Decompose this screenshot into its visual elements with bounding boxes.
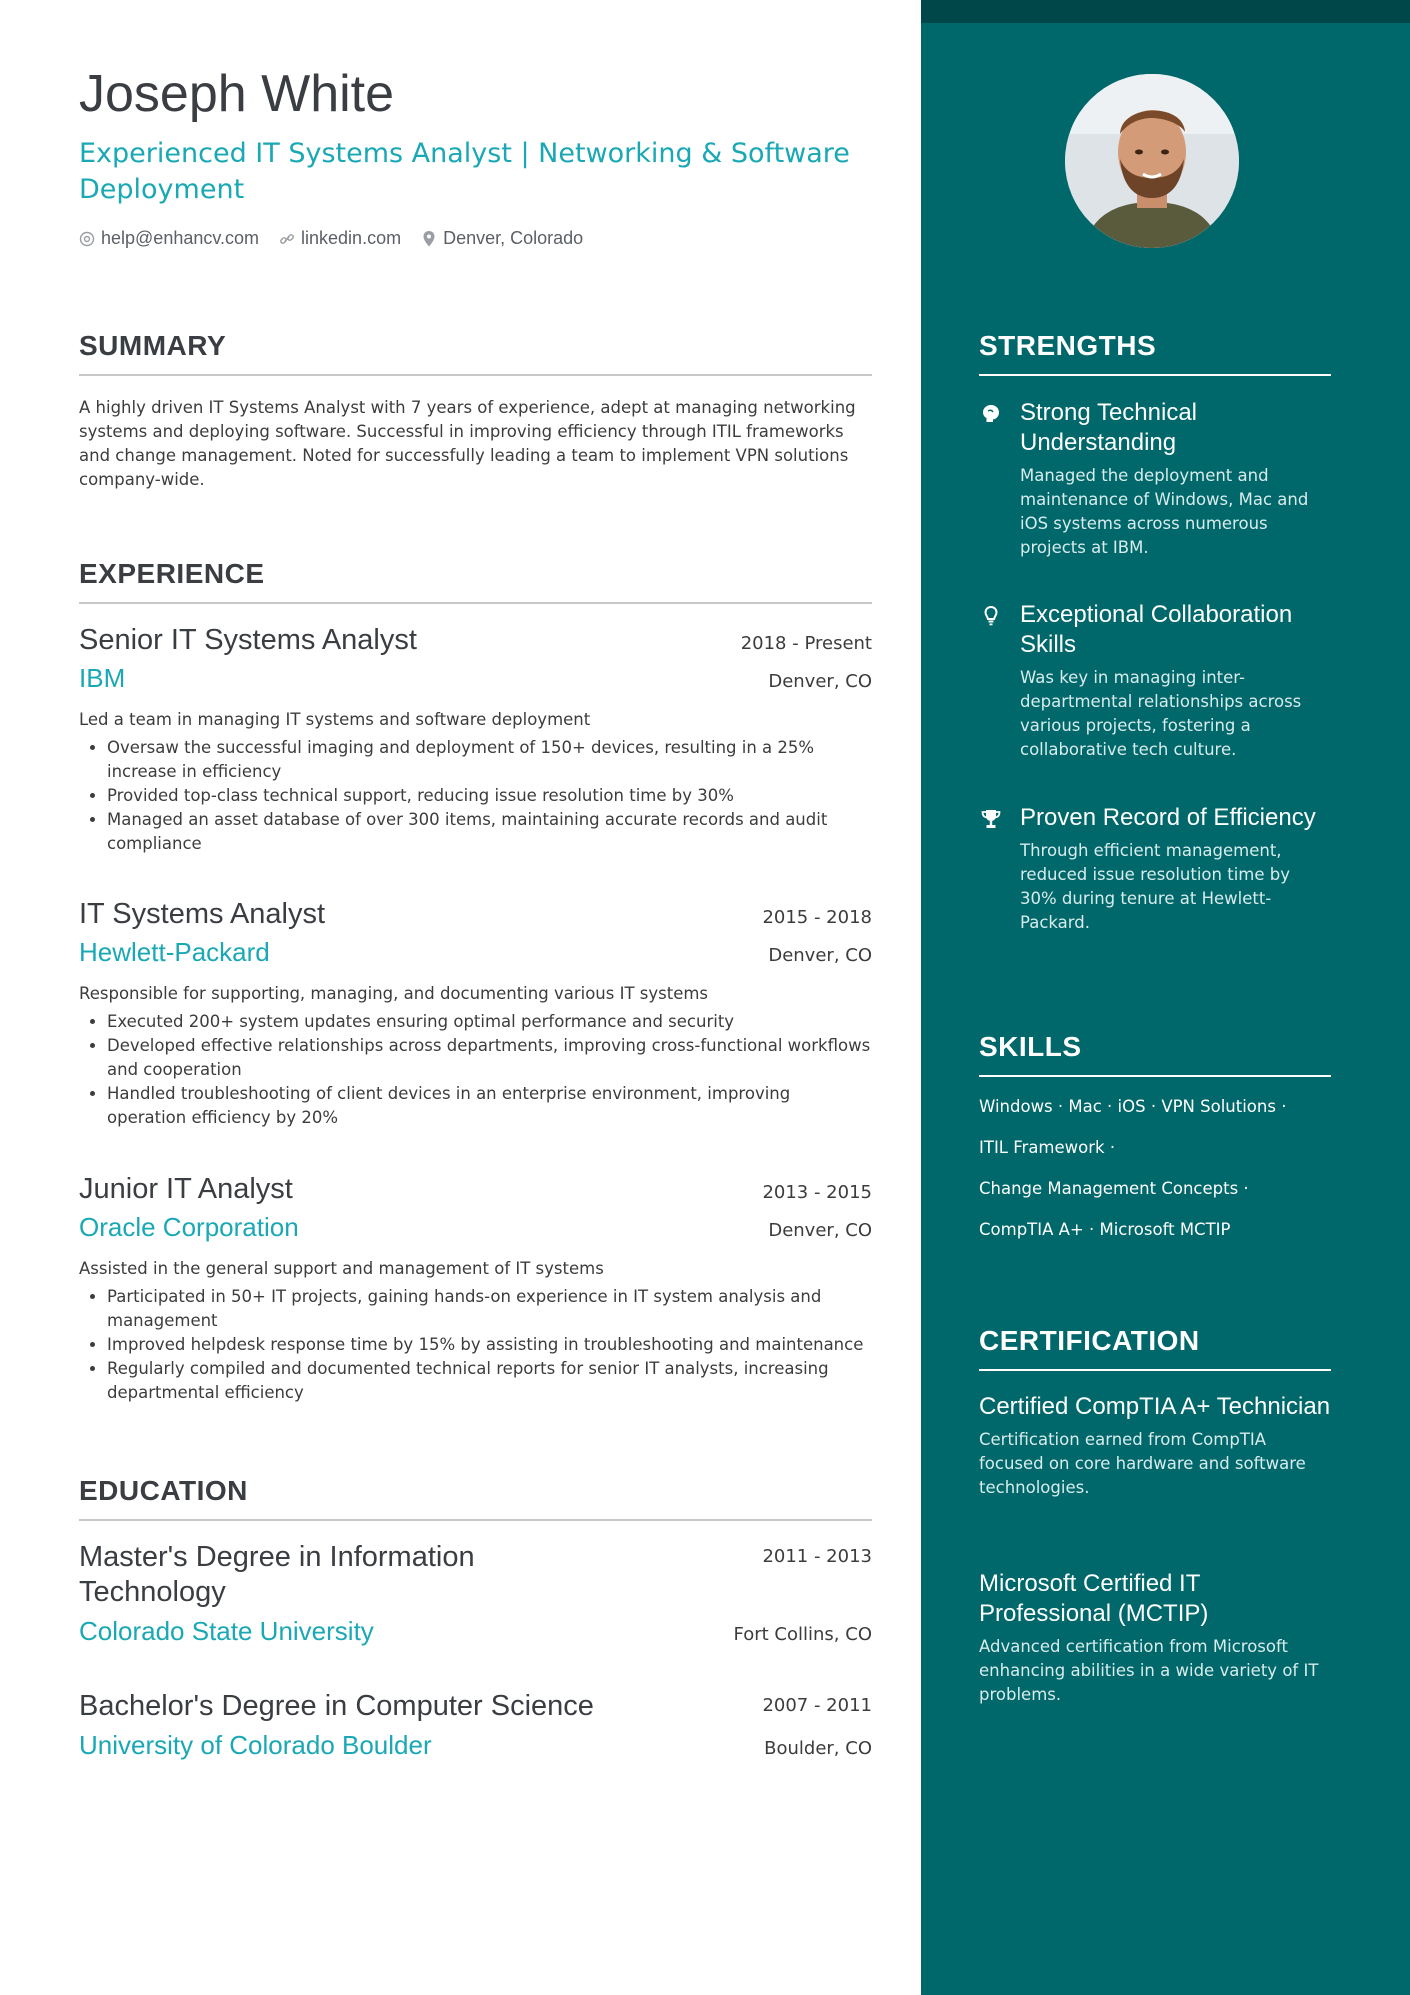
strengths-heading: STRENGTHS bbox=[979, 330, 1331, 376]
certification-section bbox=[979, 1325, 1331, 1371]
job-location: Denver, CO bbox=[768, 1220, 872, 1241]
skills-heading: SKILLS bbox=[979, 1031, 1331, 1077]
email-text: help@enhancv.com bbox=[101, 228, 260, 248]
education-entry bbox=[79, 1540, 872, 1647]
job-description: Assisted in the general support and management of IT systems bbox=[79, 1259, 604, 1278]
job-dates: 2015 - 2018 bbox=[762, 907, 872, 928]
list-item: • Handled troubleshooting of client devices in an enterprise environment, improving operation efficiency by 20% bbox=[107, 1082, 872, 1130]
linkedin-text: linkedin.com bbox=[301, 228, 402, 248]
job-dates: 2013 - 2015 bbox=[762, 1182, 872, 1203]
sidebar-top-band bbox=[921, 0, 1410, 23]
contact-location bbox=[421, 228, 583, 249]
strength-title: Strong Technical Understanding bbox=[1020, 399, 1197, 456]
lightbulb-icon bbox=[979, 604, 1003, 628]
strength-description: Managed the deployment and maintenance of Windows, Mac and iOS systems across numerous projects at IBM. bbox=[1020, 466, 1309, 557]
job-entry bbox=[79, 898, 872, 1130]
job-location: Denver, CO bbox=[768, 945, 872, 966]
contact-email[interactable] bbox=[79, 228, 259, 249]
school-location: Fort Collins, CO bbox=[733, 1624, 872, 1645]
skill-line: CompTIA A+ · Microsoft MCTIP bbox=[979, 1220, 1231, 1239]
skill-line: Change Management Concepts · bbox=[979, 1179, 1249, 1198]
job-entry bbox=[79, 1173, 872, 1405]
strength-description: Was key in managing inter-departmental relationships across various projects, fostering a collaborative tech culture. bbox=[1020, 668, 1302, 759]
certification-description: Certification earned from CompTIA focused on core hardware and software technologies. bbox=[979, 1430, 1306, 1497]
certification-title: Microsoft Certified IT Professional (MCTIP) bbox=[979, 1570, 1209, 1627]
summary-heading: SUMMARY bbox=[79, 330, 872, 376]
experience-section bbox=[79, 558, 872, 604]
degree-title: Bachelor's Degree in Computer Science bbox=[79, 1690, 594, 1722]
school-location: Boulder, CO bbox=[764, 1738, 872, 1759]
job-description: Led a team in managing IT systems and software deployment bbox=[79, 710, 591, 729]
strength-item bbox=[979, 398, 1331, 560]
experience-heading: EXPERIENCE bbox=[79, 558, 872, 604]
skills-section bbox=[979, 1031, 1331, 1259]
education-heading: EDUCATION bbox=[79, 1475, 872, 1521]
education-dates: 2007 - 2011 bbox=[762, 1695, 872, 1716]
job-description: Responsible for supporting, managing, and documenting various IT systems bbox=[79, 984, 709, 1003]
summary-text: A highly driven IT Systems Analyst with 7 years of experience, adept at managing networking systems and deploying software. Successful in improving efficiency through ITIL frameworks and change management. Noted for successfully leading a team to implement VPN solutions company-wide. bbox=[79, 398, 856, 489]
contact-linkedin[interactable] bbox=[279, 228, 401, 249]
candidate-name: Joseph White bbox=[79, 65, 395, 123]
education-section bbox=[79, 1475, 872, 1521]
strengths-section bbox=[979, 330, 1331, 376]
job-bullets bbox=[79, 1010, 872, 1130]
headline: Experienced IT Systems Analyst | Networking & Software Deployment bbox=[79, 138, 850, 205]
list-item: • Oversaw the successful imaging and deployment of 150+ devices, resulting in a 25% increase in efficiency bbox=[107, 736, 872, 784]
certification-description: Advanced certification from Microsoft enhancing abilities in a wide variety of IT problems. bbox=[979, 1637, 1319, 1704]
job-entry bbox=[79, 624, 872, 856]
job-company: Hewlett-Packard bbox=[79, 937, 270, 967]
map-pin-icon bbox=[421, 230, 437, 248]
brain-icon bbox=[979, 402, 1003, 426]
skill-line: ITIL Framework · bbox=[979, 1138, 1116, 1157]
job-dates: 2018 - Present bbox=[740, 633, 872, 654]
list-item: • Executed 200+ system updates ensuring optimal performance and security bbox=[107, 1010, 872, 1034]
skill-line: Windows · Mac · iOS · VPN Solutions · bbox=[979, 1097, 1287, 1116]
certification-item bbox=[979, 1392, 1331, 1500]
job-role: Senior IT Systems Analyst bbox=[79, 624, 417, 656]
portrait-image bbox=[1065, 74, 1239, 248]
job-bullets bbox=[79, 1285, 872, 1405]
strength-item bbox=[979, 803, 1331, 935]
list-item: • Developed effective relationships across departments, improving cross-functional workflows and cooperation bbox=[107, 1034, 872, 1082]
job-role: IT Systems Analyst bbox=[79, 898, 326, 930]
strength-title: Exceptional Collaboration Skills bbox=[1020, 601, 1293, 658]
location-text: Denver, Colorado bbox=[443, 228, 584, 248]
school-name: University of Colorado Boulder bbox=[79, 1730, 432, 1760]
list-item: • Regularly compiled and documented technical reports for senior IT analysts, increasing departmental efficiency bbox=[107, 1357, 872, 1405]
certification-item bbox=[979, 1569, 1331, 1707]
degree-title: Master's Degree in Information Technology bbox=[79, 1541, 475, 1608]
strength-description: Through efficient management, reduced issue resolution time by 30% during tenure at Hewlett-Packard. bbox=[1020, 841, 1290, 932]
certification-heading: CERTIFICATION bbox=[979, 1325, 1331, 1371]
skills-list bbox=[979, 1095, 1331, 1259]
list-item: • Managed an asset database of over 300 items, maintaining accurate records and audit compliance bbox=[107, 808, 872, 856]
avatar bbox=[1065, 74, 1239, 248]
list-item: • Provided top-class technical support, reducing issue resolution time by 30% bbox=[107, 784, 872, 808]
summary-section bbox=[79, 330, 872, 492]
sidebar bbox=[921, 0, 1410, 1995]
job-role: Junior IT Analyst bbox=[79, 1173, 293, 1205]
job-bullets bbox=[79, 736, 872, 856]
job-location: Denver, CO bbox=[768, 671, 872, 692]
strength-item bbox=[979, 600, 1331, 762]
list-item: • Improved helpdesk response time by 15% by assisting in troubleshooting and maintenance bbox=[107, 1333, 872, 1357]
trophy-icon bbox=[979, 807, 1003, 831]
at-icon bbox=[79, 231, 95, 247]
job-company: Oracle Corporation bbox=[79, 1212, 299, 1242]
certification-title: Certified CompTIA A+ Technician bbox=[979, 1393, 1331, 1420]
job-company: IBM bbox=[79, 663, 126, 693]
link-icon bbox=[279, 231, 295, 247]
list-item: • Participated in 50+ IT projects, gaining hands-on experience in IT system analysis and management bbox=[107, 1285, 872, 1333]
contact-row bbox=[79, 228, 603, 249]
education-dates: 2011 - 2013 bbox=[762, 1546, 872, 1567]
strength-title: Proven Record of Efficiency bbox=[1020, 804, 1316, 831]
education-entry bbox=[79, 1689, 872, 1761]
school-name: Colorado State University bbox=[79, 1616, 374, 1646]
